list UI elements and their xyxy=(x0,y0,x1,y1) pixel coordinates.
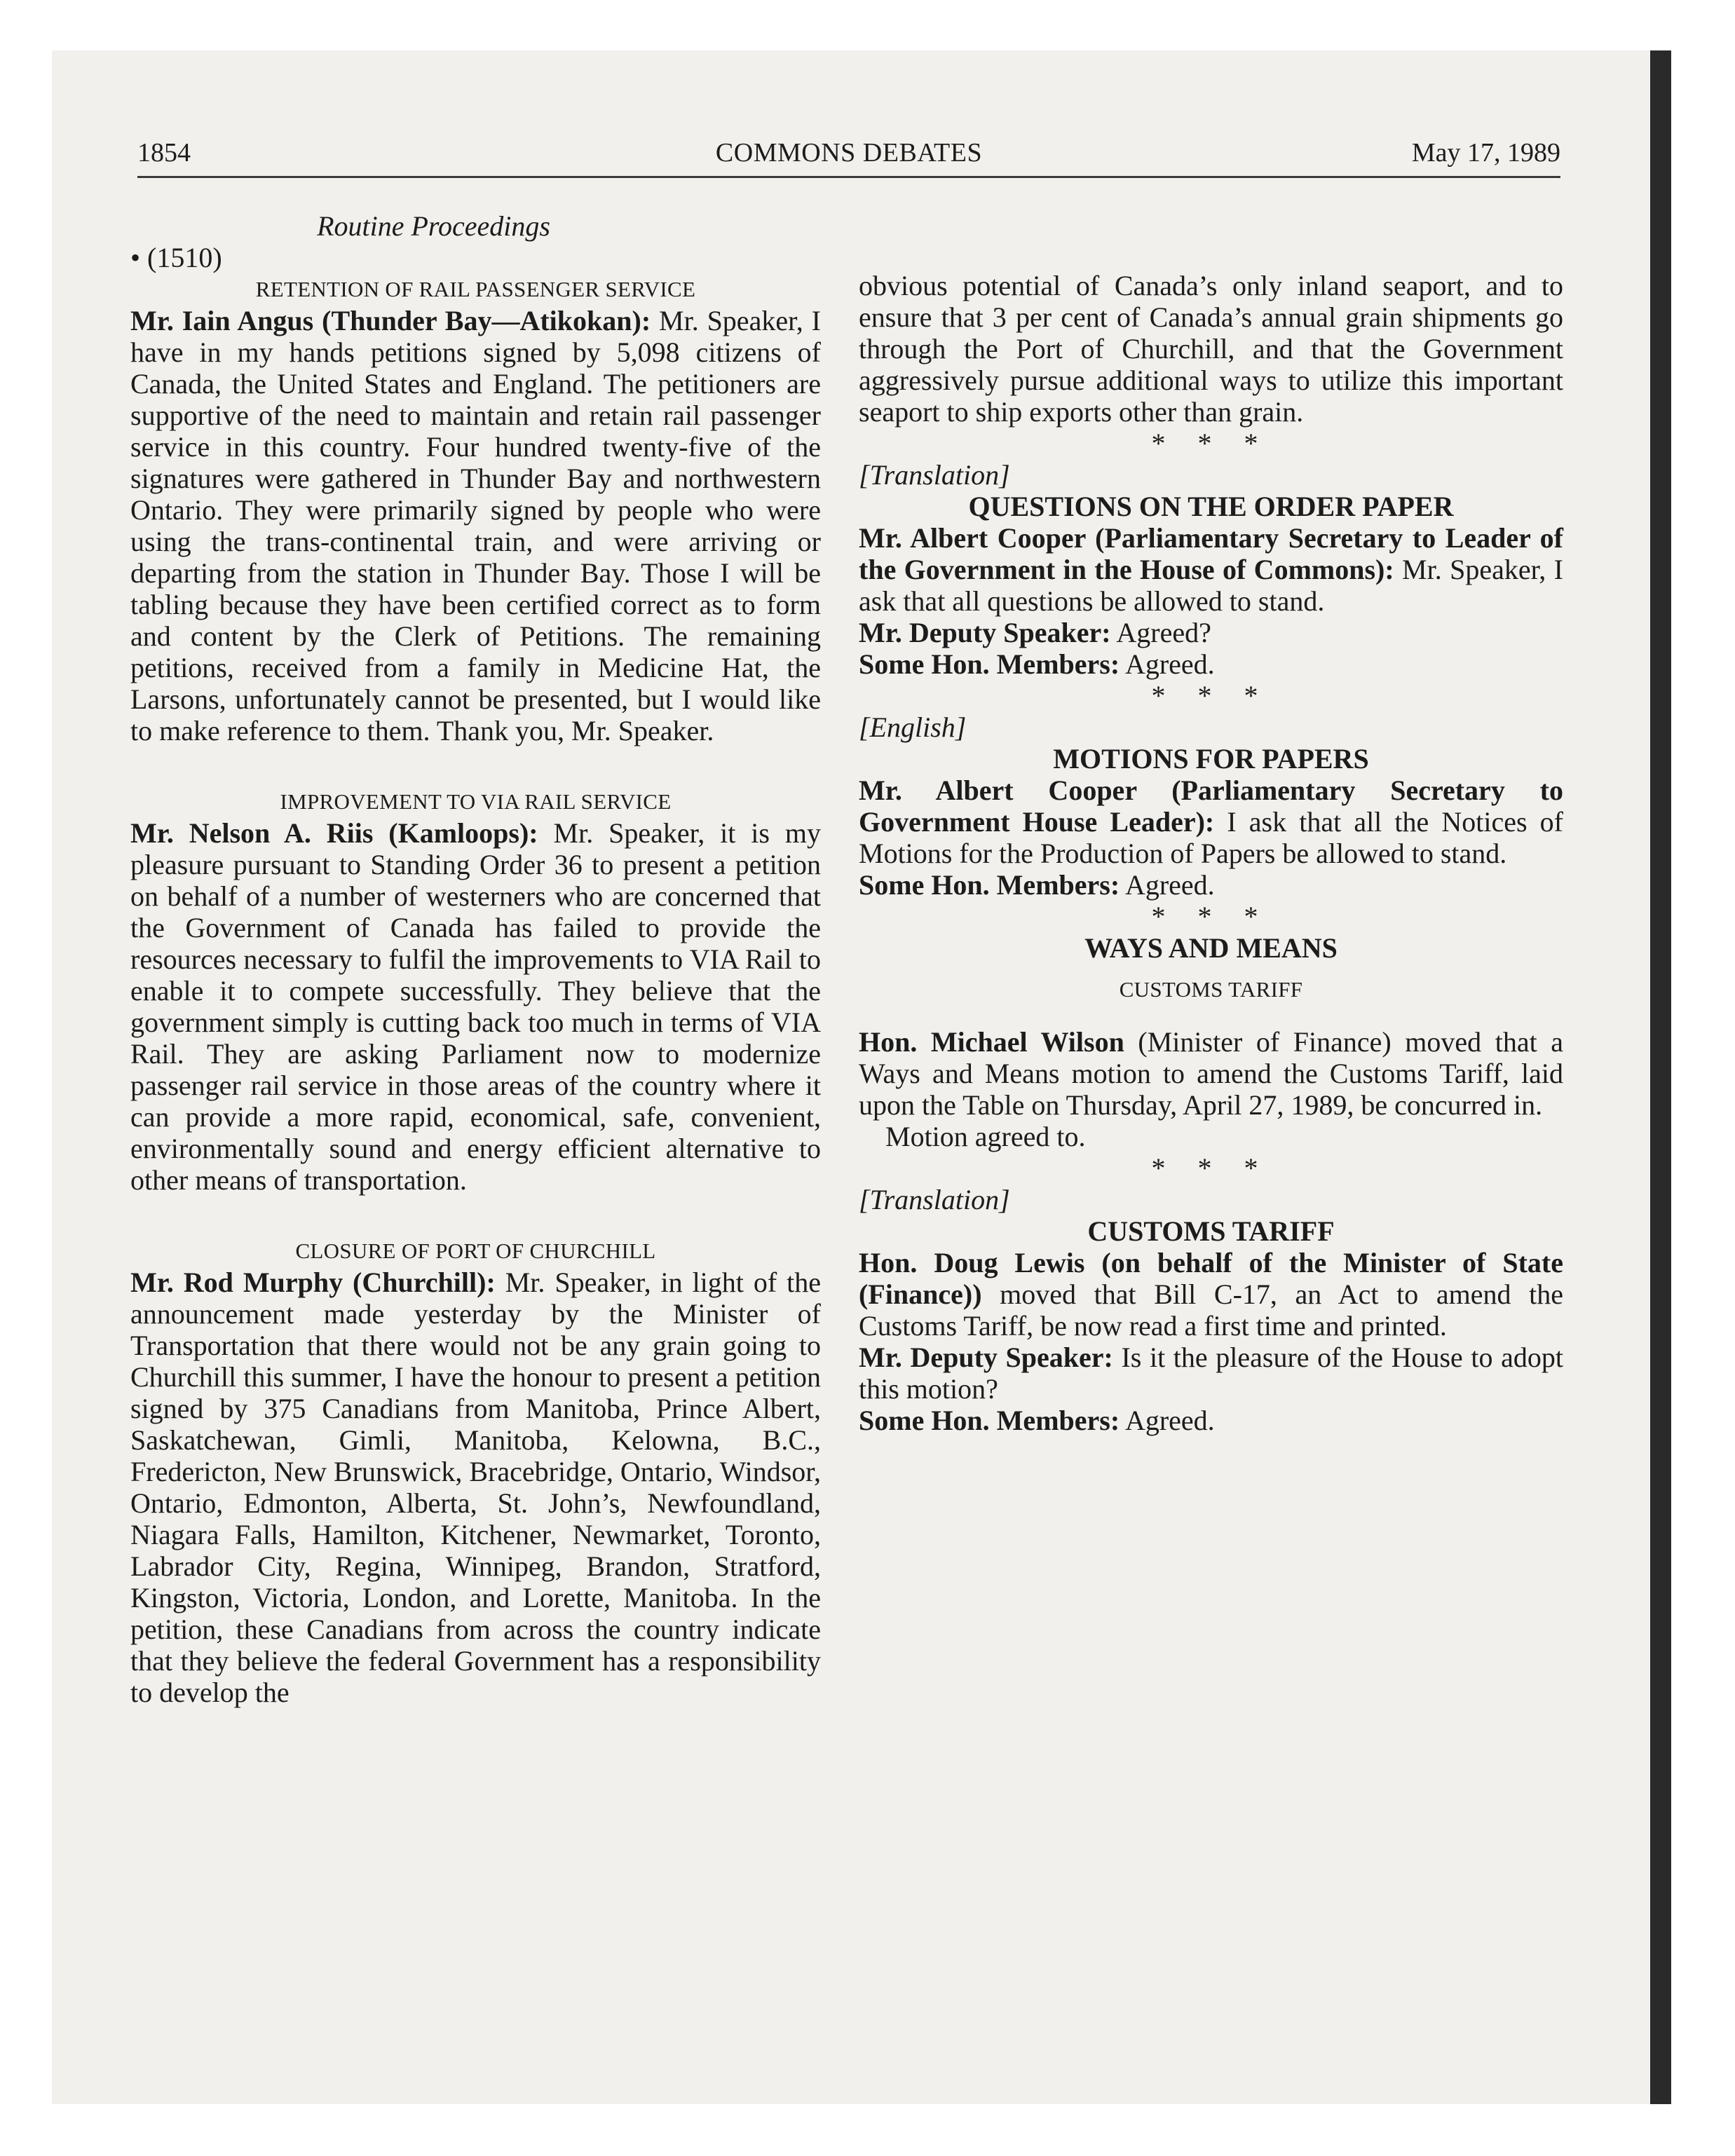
section-divider: * * * xyxy=(1151,901,1271,932)
speech-albert-cooper-motions xyxy=(859,775,1563,869)
section-divider: * * * xyxy=(1151,1152,1271,1184)
speech-doug-lewis xyxy=(859,1247,1563,1342)
right-column xyxy=(859,270,1563,1436)
section-heading-via-rail: IMPROVEMENT TO VIA RAIL SERVICE xyxy=(280,789,672,814)
speaker-name: Mr. Iain Angus (Thunder Bay—Atikokan): xyxy=(130,305,651,336)
time-stamp: • (1510) xyxy=(130,242,222,273)
speech-text: Agreed. xyxy=(1120,648,1215,680)
section-heading-churchill: CLOSURE OF PORT OF CHURCHILL xyxy=(295,1239,656,1263)
speech-deputy-speaker xyxy=(859,617,1563,648)
speaker-name: Mr. Nelson A. Riis (Kamloops): xyxy=(130,817,538,849)
section-heading-rail-passenger: RETENTION OF RAIL PASSENGER SERVICE xyxy=(255,277,696,301)
language-note: [Translation] xyxy=(859,459,1010,491)
speaker-name: Some Hon. Members: xyxy=(859,869,1120,901)
running-head: Routine Proceedings xyxy=(317,210,550,242)
speech-members xyxy=(859,869,1563,901)
scan-edge-shadow xyxy=(1650,50,1671,2104)
section-heading-questions: QUESTIONS ON THE ORDER PAPER xyxy=(968,491,1454,522)
speech-albert-cooper-questions xyxy=(859,522,1563,617)
language-note: [Translation] xyxy=(859,1184,1010,1215)
section-divider: * * * xyxy=(1151,428,1271,459)
speaker-name: Hon. Doug Lewis (on behalf of the Minister of State (Finance)) xyxy=(859,1247,1563,1310)
section-heading-customs-tariff: CUSTOMS TARIFF xyxy=(1087,1215,1335,1247)
speech-text: I ask that all the Notices of Motions for the Production of Papers be allowed to stand. xyxy=(859,806,1564,869)
speech-text: Agreed? xyxy=(1110,617,1211,648)
speech-text: moved that Bill C-17, an Act to amend the Customs Tariff, be now read a first time and printed. xyxy=(859,1278,1563,1342)
page-number: 1854 xyxy=(137,138,191,168)
header-rule xyxy=(137,176,1560,178)
speech-text: Agreed. xyxy=(1120,869,1215,901)
speaker-name: Hon. Michael Wilson xyxy=(859,1026,1124,1058)
speech-rod-murphy xyxy=(130,1267,821,1708)
speaker-name: Mr. Albert Cooper (Parliamentary Secretary to Government House Leader): xyxy=(859,775,1563,838)
speaker-name: Some Hon. Members: xyxy=(859,1405,1120,1436)
speech-text: Mr. Speaker, I ask that all questions be allowed to stand. xyxy=(859,554,1563,617)
speech-nelson-riis xyxy=(130,817,821,1196)
speech-text: Mr. Speaker, in light of the announcement made yesterday by the Minister of Transportation that there would not be any grain going to Churchill this summer, I have the honour to present a petition signed by 375 Canadians from Manitoba, Prince Albert, Saskatchewan, Gimli, Manitoba, Kelowna, B.C., Fredericton, New Brunswick, Bracebridge, Ontario, Windsor, Ontario, Edmonton, Alberta, St. John’s, Newfoundland, Niagara Falls, Hamilton, Kitchener, Newmarket, Toronto, Labrador City, Regina, Winnipeg, Brandon, Stratford, Kingston, Victoria, London, and Lorette, Manitoba. In the petition, these Canadians from across the country indicate that they believe the federal Government has a responsibility to develop the xyxy=(130,1267,821,1708)
speaker-name: Mr. Deputy Speaker: xyxy=(859,1342,1113,1373)
language-note: [English] xyxy=(859,711,967,743)
left-column xyxy=(130,210,821,1708)
speaker-name: Mr. Deputy Speaker: xyxy=(859,617,1111,648)
speech-text: (Minister of Finance) moved that a Ways and Means motion to amend the Customs Tariff, laid upon the Table on Thursday, April 27, 1989, be concurred in. xyxy=(859,1026,1564,1121)
speaker-name: Some Hon. Members: xyxy=(859,648,1120,680)
speech-members xyxy=(859,1405,1563,1436)
speech-iain-angus xyxy=(130,305,821,746)
speech-deputy-speaker xyxy=(859,1342,1563,1405)
speech-text: Mr. Speaker, I have in my hands petitions signed by 5,098 citizens of Canada, the United States and England. The petitioners are supportive of the need to maintain and retain rail passenger service in this country. Four hundred twenty-five of the signatures were gathered in Thunder Bay and northwestern Ontario. They were primarily signed by people who were using the trans-continental train, and were arriving or departing from the station in Thunder Bay. Those I will be tabling because they have been certified correct as to form and content by the Clerk of Petitions. The remaining petitions, received from a family in Medicine Hat, the Larsons, unfortunately cannot be presented, but I would like to make reference to them. Thank you, Mr. Speaker. xyxy=(130,305,821,746)
section-heading-ways-means: WAYS AND MEANS xyxy=(1084,932,1338,964)
speaker-name: Mr. Rod Murphy (Churchill): xyxy=(130,1267,496,1298)
speaker-name: Mr. Albert Cooper (Parliamentary Secretary to Leader of the Government in the House of Commons): xyxy=(859,522,1563,585)
section-divider: * * * xyxy=(1151,680,1271,711)
speech-text: Agreed. xyxy=(1120,1405,1215,1436)
subheading-customs-tariff: CUSTOMS TARIFF xyxy=(1119,977,1303,1002)
publication-title: COMMONS DEBATES xyxy=(715,138,983,168)
speech-members xyxy=(859,648,1563,680)
speech-michael-wilson xyxy=(859,1026,1563,1121)
speech-text: Is it the pleasure of the House to adopt this motion? xyxy=(859,1342,1563,1405)
page-header xyxy=(137,137,1560,179)
speech-continuation: obvious potential of Canada’s only inland seaport, and to ensure that 3 per cent of Canada’s annual grain shipments go through the Port of Churchill, and that the Government aggressively pursue additional ways to utilize this important seaport to ship exports other than grain. xyxy=(859,270,1563,428)
motion-agreed: Motion agreed to. xyxy=(885,1121,1086,1152)
page-date: May 17, 1989 xyxy=(1411,138,1560,168)
speech-text: Mr. Speaker, it is my pleasure pursuant to Standing Order 36 to present a petition on behalf of a number of westerners who are concerned that the Government of Canada has failed to provide the resources necessary to fulfil the improvements to VIA Rail to enable it to compete successfully. They believe that the government simply is cutting back too much in terms of VIA Rail. They are asking Parliament now to modernize passenger rail service in those areas of the country where it can provide a more rapid, economical, safe, convenient, environmentally sound and energy efficient alternative to other means of transportation. xyxy=(130,817,821,1196)
section-heading-motions: MOTIONS FOR PAPERS xyxy=(1053,743,1369,775)
